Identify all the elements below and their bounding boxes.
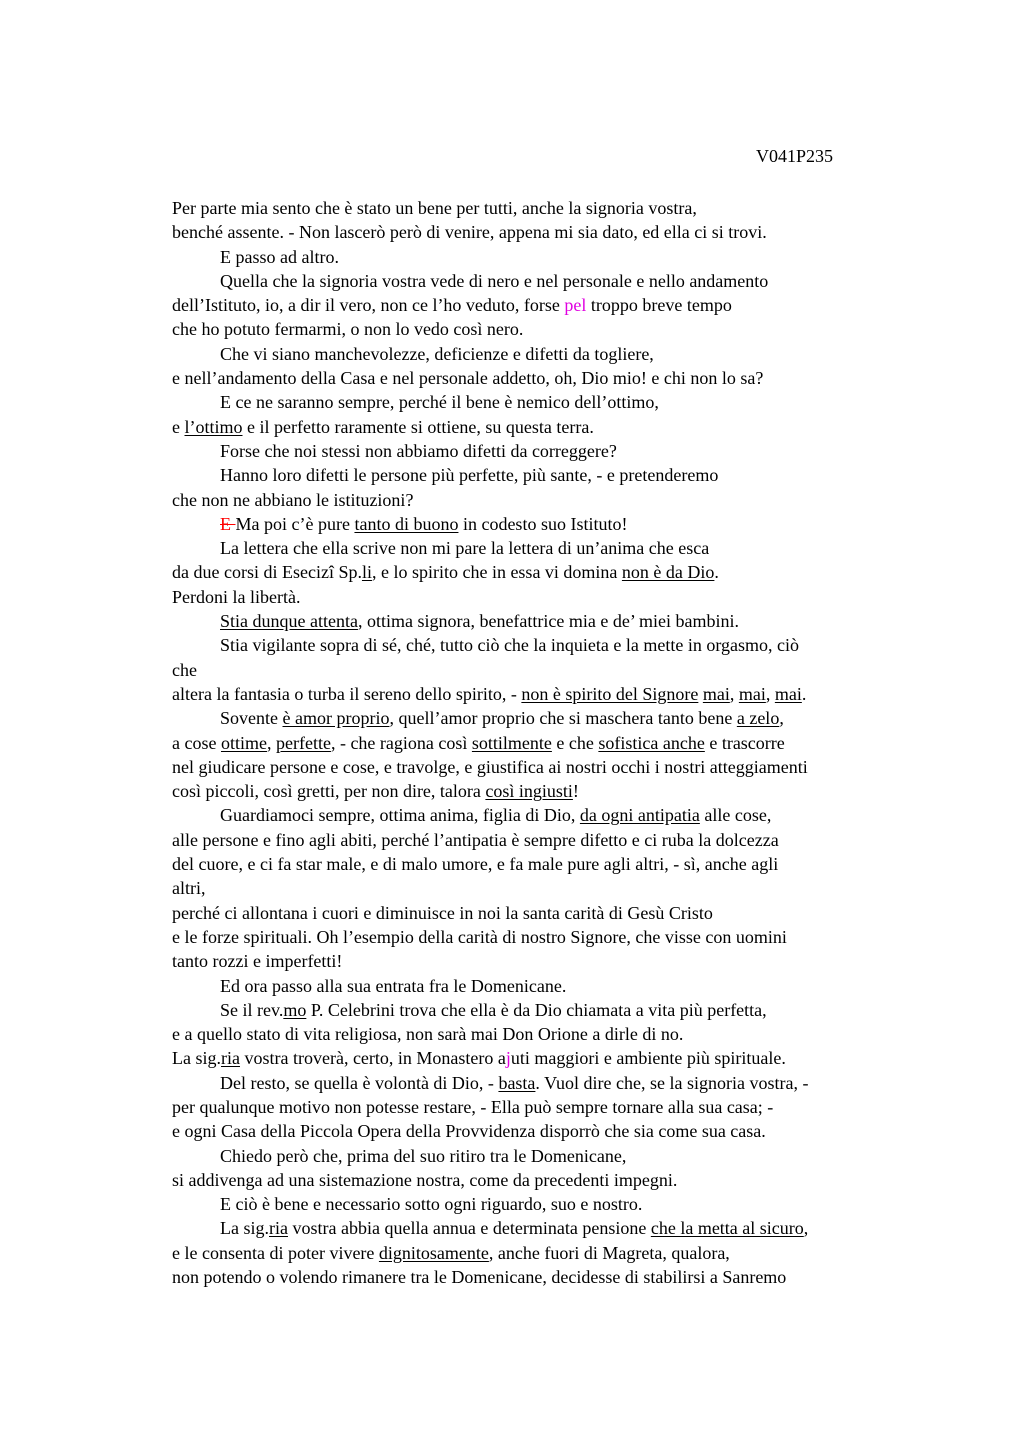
underlined-text: mo xyxy=(283,999,307,1020)
text-line xyxy=(172,536,912,560)
text-segment: , e lo spirito che in essa vi domina xyxy=(371,562,622,583)
text-segment: vostra troverà, certo, in Monastero a xyxy=(239,1048,506,1069)
text-segment: del cuore, e ci fa star male, e di malo umore, e fa male pure agli altri, - sì, anche agli xyxy=(172,854,779,875)
text-segment: E ciò è bene e necessario sotto ogni riguardo, suo e nostro. xyxy=(220,1194,643,1215)
text-line xyxy=(172,245,912,269)
text-line xyxy=(172,1046,912,1070)
underlined-text: tanto di buono xyxy=(354,513,459,534)
text-segment: e ogni Casa della Piccola Opera della Provvidenza disporrò che sia come sua casa. xyxy=(172,1121,766,1142)
underlined-text: da ogni antipatia xyxy=(579,805,700,826)
text-line xyxy=(172,682,912,706)
underlined-text: ria xyxy=(269,1218,288,1239)
text-segment: nel giudicare persone e cose, e travolge, e giustifica ai nostri occhi i nostri atteggiamenti xyxy=(172,756,808,777)
text-line xyxy=(172,1216,912,1240)
text-line xyxy=(172,803,912,827)
text-line xyxy=(172,390,912,414)
text-line xyxy=(172,1241,912,1265)
underlined-text: mai xyxy=(702,683,730,704)
text-line xyxy=(172,415,912,439)
text-segment: Se il rev. xyxy=(220,999,284,1020)
text-segment: La sig. xyxy=(172,1048,221,1069)
text-segment: Chiedo però che, prima del suo ritiro tra le Domenicane, xyxy=(220,1145,627,1166)
text-segment: e trascorre xyxy=(704,732,785,753)
underlined-text: ottime xyxy=(220,732,267,753)
page-id: V041P235 xyxy=(756,146,834,166)
text-line xyxy=(172,269,912,293)
underlined-text: non è da Dio xyxy=(621,562,715,583)
text-segment: a cose xyxy=(172,732,221,753)
underlined-text: l’ottimo xyxy=(184,416,243,437)
highlighted-text: pel xyxy=(564,295,587,316)
text-segment: Forse che noi stessi non abbiamo difetti da correggere? xyxy=(220,440,617,461)
text-segment: , xyxy=(803,1218,809,1239)
text-line xyxy=(172,439,912,463)
text-line xyxy=(172,658,912,682)
text-line xyxy=(172,317,912,341)
text-segment: e le consenta di poter vivere xyxy=(172,1242,379,1263)
text-segment: alle persone e fino agli abiti, perché l’antipatia è sempre difetto e ci ruba la dolcezza xyxy=(172,829,779,850)
underlined-text: basta xyxy=(498,1072,536,1093)
text-line xyxy=(172,560,912,584)
text-line xyxy=(172,1119,912,1143)
text-line xyxy=(172,779,912,803)
text-segment: altri, xyxy=(172,878,206,899)
text-line xyxy=(172,1265,912,1289)
text-line xyxy=(172,1071,912,1095)
text-line xyxy=(172,755,912,779)
text-line xyxy=(172,731,912,755)
text-segment: , xyxy=(779,708,784,729)
text-segment: Che vi siano manchevolezze, deficienze e difetti da togliere, xyxy=(220,343,654,364)
underlined-text: ria xyxy=(221,1048,240,1069)
text-segment: Stia vigilante sopra di sé, ché, tutto ciò che la inquieta e la mette in orgasmo, ciò xyxy=(220,635,800,656)
text-segment: ! xyxy=(572,781,579,802)
text-line xyxy=(172,852,912,876)
text-line xyxy=(172,998,912,1022)
underlined-text: dignitosamente xyxy=(378,1242,489,1263)
text-segment: Ed ora passo alla sua entrata fra le Domenicane. xyxy=(220,975,567,996)
text-segment: Ma poi c’è pure xyxy=(235,513,355,534)
text-segment: Quella che la signoria vostra vede di nero e nel personale e nello andamento xyxy=(220,270,769,291)
text-segment: benché assente. - Non lascerò però di venire, appena mi sia dato, ed ella ci si trovi. xyxy=(172,222,767,243)
text-segment: Guardiamoci sempre, ottima anima, figlia di Dio, xyxy=(220,805,580,826)
text-line xyxy=(172,1095,912,1119)
text-segment: P. Celebrini trova che ella è da Dio chiamata a vita più perfetta, xyxy=(306,999,767,1020)
text-segment: , xyxy=(266,732,276,753)
text-segment: , anche fuori di Magreta, qualora, xyxy=(488,1242,730,1263)
text-line xyxy=(172,876,912,900)
text-line xyxy=(172,706,912,730)
text-segment: E ce ne saranno sempre, perché il bene è nemico dell’ottimo, xyxy=(220,392,659,413)
underlined-text: così ingiusti xyxy=(485,781,573,802)
text-segment: Per parte mia sento che è stato un bene per tutti, anche la signoria vostra, xyxy=(172,198,697,218)
text-segment: in codesto suo Istituto! xyxy=(458,513,628,534)
text-segment: , - che ragiona così xyxy=(330,732,472,753)
text-line xyxy=(172,633,912,657)
text-segment: vostra abbia quella annua e determinata pensione xyxy=(287,1218,651,1239)
text-segment: dell’Istituto, io, a dir il vero, non ce l’ho veduto, forse xyxy=(172,295,565,316)
text-line xyxy=(172,609,912,633)
underlined-text: è amor proprio xyxy=(282,708,390,729)
text-line xyxy=(172,828,912,852)
text-line xyxy=(172,196,912,220)
underlined-text: a zelo xyxy=(736,708,780,729)
text-segment: Del resto, se quella è volontà di Dio, - xyxy=(220,1072,499,1093)
underlined-text: li xyxy=(361,562,372,583)
underlined-text: non è spirito del Signore xyxy=(521,683,699,704)
text-segment: e che xyxy=(551,732,599,753)
text-segment: così piccoli, così gretti, per non dire, talora xyxy=(172,781,486,802)
text-segment: da due corsi di Esecizî Sp. xyxy=(172,562,362,583)
text-line xyxy=(172,293,912,317)
letter-body xyxy=(172,196,912,1289)
text-line xyxy=(172,1144,912,1168)
text-line xyxy=(172,925,912,949)
text-segment: La sig. xyxy=(220,1218,269,1239)
underlined-text: sottilmente xyxy=(471,732,552,753)
text-line xyxy=(172,366,912,390)
text-segment: La lettera che ella scrive non mi pare la lettera di un’anima che esca xyxy=(220,538,710,559)
text-line xyxy=(172,1022,912,1046)
underlined-text: mai xyxy=(774,683,802,704)
text-segment: , quell’amor proprio che si maschera tanto bene xyxy=(389,708,737,729)
text-line xyxy=(172,220,912,244)
text-segment: si addivenga ad una sistemazione nostra, come da precedenti impegni. xyxy=(172,1169,678,1190)
text-segment: , ottima signora, benefattrice mia e de’ miei bambini. xyxy=(357,611,740,632)
text-line xyxy=(172,585,912,609)
text-segment: non potendo o volendo rimanere tra le Domenicane, decidesse di stabilirsi a Sanremo xyxy=(172,1267,787,1288)
text-segment: Perdoni la libertà. xyxy=(172,586,301,607)
deleted-text: E xyxy=(220,513,236,534)
text-line xyxy=(172,463,912,487)
text-segment: Hanno loro difetti le persone più perfette, più sante, - e pretenderemo xyxy=(220,465,719,486)
text-segment: . xyxy=(801,683,807,704)
text-line xyxy=(172,949,912,973)
text-segment: e il perfetto raramente si ottiene, su questa terra. xyxy=(242,416,594,437)
text-line xyxy=(172,488,912,512)
text-line xyxy=(172,512,912,536)
highlighted-text: j xyxy=(505,1048,511,1069)
text-segment: , xyxy=(765,683,775,704)
text-segment: E passo ad altro. xyxy=(220,246,339,267)
text-segment: . xyxy=(714,562,719,583)
text-segment: per qualunque motivo non potesse restare, - Ella può sempre tornare alla sua casa; - xyxy=(172,1096,774,1117)
underlined-text: che la metta al sicuro xyxy=(650,1218,804,1239)
text-segment: che xyxy=(172,659,197,680)
text-segment: e nell’andamento della Casa e nel personale addetto, oh, Dio mio! e chi non lo sa? xyxy=(172,368,764,389)
underlined-text: Stia dunque attenta xyxy=(220,611,358,632)
text-line xyxy=(172,1192,912,1216)
text-segment: perché ci allontana i cuori e diminuisce in noi la santa carità di Gesù Cristo xyxy=(172,902,713,923)
text-segment: che non ne abbiano le istituzioni? xyxy=(172,489,414,510)
text-segment: alle cose, xyxy=(699,805,772,826)
text-line xyxy=(172,1168,912,1192)
text-line xyxy=(172,342,912,366)
underlined-text: perfette xyxy=(275,732,331,753)
text-segment: e a quello stato di vita religiosa, non sarà mai Don Orione a dirle di no. xyxy=(172,1024,684,1045)
text-segment: , xyxy=(729,683,739,704)
text-segment: e le forze spirituali. Oh l’esempio della carità di nostro Signore, che visse con uomini xyxy=(172,926,787,947)
text-segment: . Vuol dire che, se la signoria vostra, - xyxy=(535,1072,809,1093)
text-line xyxy=(172,901,912,925)
underlined-text: mai xyxy=(738,683,766,704)
text-segment: tanto rozzi e imperfetti! xyxy=(172,951,343,972)
text-segment: e xyxy=(172,416,185,437)
text-segment: che ho potuto fermarmi, o non lo vedo così nero. xyxy=(172,319,524,340)
text-segment: uti maggiori e ambiente più spirituale. xyxy=(510,1048,786,1069)
text-segment: Sovente xyxy=(220,708,283,729)
underlined-text: sofistica anche xyxy=(598,732,705,753)
text-segment: altera la fantasia o turba il sereno dello spirito, - xyxy=(172,683,522,704)
text-line xyxy=(172,974,912,998)
text-segment: troppo breve tempo xyxy=(586,295,732,316)
